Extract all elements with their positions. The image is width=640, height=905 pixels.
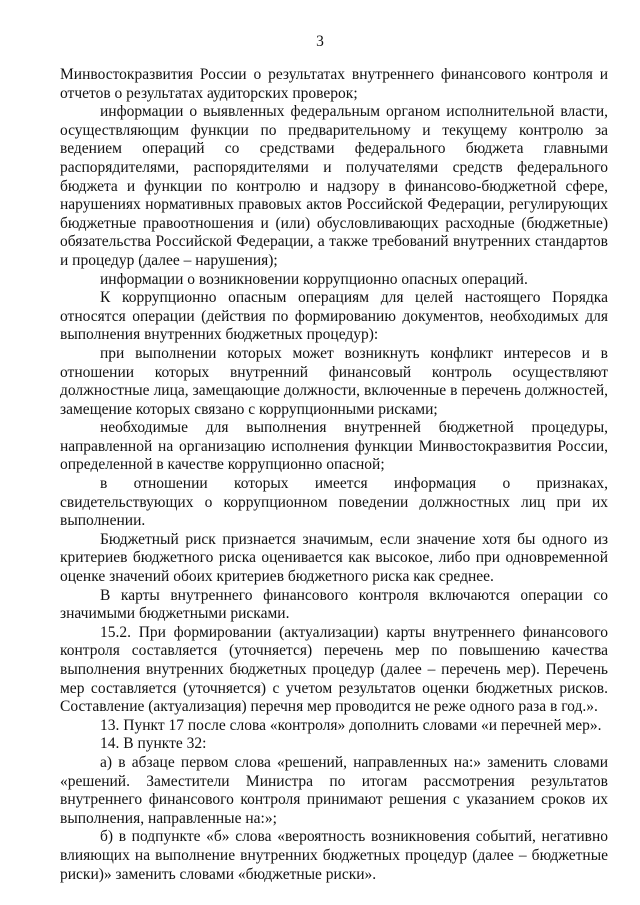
paragraph: информации о выявленных федеральным органом исполнительной власти, осуществляющим функции по предварительному и текущему контролю за ведением операций со средствами федерального бюджета главными распорядителями, распорядителями и получателями средств федерального бюджета и функции по контролю и надзору в финансово-бюджетной сфере, нарушениях нормативных правовых актов Российской Федерации, регулирующих бюджетные правоотношения и (или) обусловливающих расходные (бюджетные) обязательства Российской Федерации, а также требований внутренних стандартов и процедур (далее – нарушения); — [60, 103, 608, 269]
paragraph: информации о возникновении коррупционно опасных операций. — [100, 270, 528, 288]
paragraph: К коррупционно опасным операциям для целей настоящего Порядка относятся операции (действия по формированию документов, необходимых для выполнения внутренних бюджетных процедур): — [60, 289, 608, 344]
paragraph: при выполнении которых может возникнуть конфликт интересов и в отношении которых внутренний финансовый контроль осуществляют должностные лица, замещающие должности, включенные в перечень должностей, замещение которых связано с коррупционными рисками; — [60, 344, 608, 418]
paragraph: 13. Пункт 17 после слова «контроля» дополнить словами «и перечней мер». — [100, 716, 602, 734]
paragraph: 14. В пункте 32: — [100, 735, 207, 753]
paragraph: Бюджетный риск признается значимым, если значение хотя бы одного из критериев бюджетного риска оценивается как высокое, либо при одновременной оценке значений обоих критериев бюджетного риска как среднее. — [60, 530, 608, 586]
page-number: 3 — [316, 33, 324, 50]
paragraph: в отношении которых имеется информация о признаках, свидетельствующих о коррупционном поведении должностных лиц при их выполнении. — [60, 475, 608, 530]
paragraph: Минвостокразвития России о результатах внутреннего финансового контроля и отчетов о результатах аудиторских проверок; — [60, 66, 608, 102]
paragraph: 15.2. При формировании (актуализации) карты внутреннего финансового контроля составляется (уточняется) перечень мер по повышению качества выполнения внутренних бюджетных процедур (далее – перечень мер). Перечень мер составляется (уточняется) с учетом результатов оценки бюджетных рисков. Составление (актуализация) перечня мер проводится не реже одного раза в год.». — [60, 623, 608, 716]
paragraph: б) в подпункте «б» слова «вероятность возникновения событий, негативно влияющих на выполнение внутренних бюджетных процедур (далее – бюджетные риски)» заменить словами «бюджетные риски». — [60, 828, 608, 883]
paragraph: В карты внутреннего финансового контроля включаются операции со значимыми бюджетными рисками. — [60, 586, 608, 623]
paragraph: а) в абзаце первом слова «решений, направленных на:» заменить словами «решений. Заместители Министра по итогам рассмотрения результатов внутреннего финансового контроля принимают решения с указанием сроков их выполнения, направленные на:»; — [60, 753, 608, 827]
paragraph: необходимые для выполнения внутренней бюджетной процедуры, направленной на организацию исполнения функции Минвостокразвития России, определенной в качестве коррупционно опасной; — [60, 419, 608, 474]
document-body — [60, 66, 608, 884]
